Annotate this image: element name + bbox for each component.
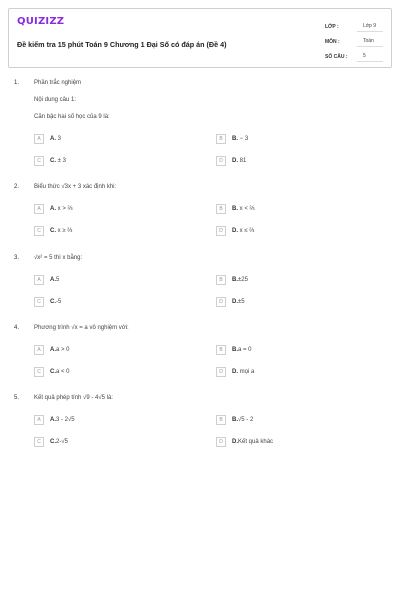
option-text: x ≥ ⅔ xyxy=(56,228,73,234)
question-number: 5. xyxy=(14,395,20,401)
quizizz-logo: QUIZIZZ xyxy=(17,16,65,27)
option-text: x > ⅔ xyxy=(56,206,73,212)
option-b[interactable] xyxy=(216,275,248,285)
option-letter-box: A xyxy=(34,204,44,214)
option-key: B. xyxy=(232,206,238,212)
option-text: a > 0 xyxy=(56,347,70,353)
option-letter-box: D xyxy=(216,367,226,377)
question-text: Kết quả phép tính √9 - 4√5 là: xyxy=(34,395,113,401)
option-letter-box: C xyxy=(34,297,44,307)
option-c[interactable] xyxy=(34,226,72,236)
option-key: A. xyxy=(50,347,56,353)
option-b[interactable] xyxy=(216,134,248,144)
option-a[interactable] xyxy=(34,345,70,355)
option-text: a = 0 xyxy=(238,347,252,353)
option-d[interactable] xyxy=(216,226,254,236)
option-key: D. xyxy=(232,158,238,164)
option-letter-box: C xyxy=(34,367,44,377)
option-text: 2-√5 xyxy=(56,439,68,445)
option-key: C. xyxy=(50,228,56,234)
option-key: A. xyxy=(50,136,56,142)
option-key: B. xyxy=(232,277,238,283)
option-letter-box: C xyxy=(34,226,44,236)
option-c[interactable] xyxy=(34,367,70,377)
option-key: B. xyxy=(232,417,238,423)
option-c[interactable] xyxy=(34,437,68,447)
question-text: √x² = 5 thì x bằng: xyxy=(34,255,83,261)
question-subheading: Nội dung câu 1: xyxy=(34,97,77,103)
option-letter-box: D xyxy=(216,297,226,307)
option-text: Kết quả khác xyxy=(238,439,274,445)
option-key: A. xyxy=(50,206,56,212)
worksheet-title: Đề kiểm tra 15 phút Toán 9 Chương 1 Đại Số có đáp án (Đề 4) xyxy=(17,40,227,49)
option-b[interactable] xyxy=(216,415,253,425)
option-c[interactable] xyxy=(34,156,66,166)
option-text: ±5 xyxy=(238,299,245,305)
option-text: √5 - 2 xyxy=(238,417,254,423)
meta-row-count xyxy=(325,47,383,62)
question-number: 3. xyxy=(14,255,20,261)
option-text: 3 - 2√5 xyxy=(56,417,75,423)
option-text: -5 xyxy=(56,299,62,305)
option-letter-box: B xyxy=(216,415,226,425)
option-letter-box: A xyxy=(34,134,44,144)
option-d[interactable] xyxy=(216,367,254,377)
option-text: 3 xyxy=(56,136,62,142)
meta-label: MÔN : xyxy=(325,39,340,45)
question-number: 4. xyxy=(14,325,20,331)
option-a[interactable] xyxy=(34,415,75,425)
option-letter-box: C xyxy=(34,156,44,166)
option-letter-box: D xyxy=(216,226,226,236)
question-number: 1. xyxy=(14,80,20,86)
option-text: 5 xyxy=(56,277,60,283)
option-letter-box: A xyxy=(34,275,44,285)
option-letter-box: B xyxy=(216,345,226,355)
meta-value: 5 xyxy=(357,51,383,62)
option-text: ± 3 xyxy=(56,158,66,164)
option-key: D. xyxy=(232,439,238,445)
question-text: Biểu thức √3x + 3 xác định khi: xyxy=(34,184,117,190)
meta-row-subject xyxy=(325,32,383,47)
option-key: A. xyxy=(50,417,56,423)
option-letter-box: A xyxy=(34,345,44,355)
option-key: C. xyxy=(50,299,56,305)
option-key: B. xyxy=(232,136,238,142)
option-a[interactable] xyxy=(34,275,59,285)
option-d[interactable] xyxy=(216,297,245,307)
question-number: 2. xyxy=(14,184,20,190)
option-letter-box: B xyxy=(216,134,226,144)
option-key: B. xyxy=(232,347,238,353)
option-letter-box: D xyxy=(216,156,226,166)
meta-label: SỐ CÂU : xyxy=(325,54,348,60)
option-text: − 3 xyxy=(238,136,249,142)
option-a[interactable] xyxy=(34,134,61,144)
worksheet-header xyxy=(8,8,392,68)
option-letter-box: D xyxy=(216,437,226,447)
option-text: mọi a xyxy=(238,369,255,375)
question-text: Phương trình √x = a vô nghiệm với: xyxy=(34,325,129,331)
option-d[interactable] xyxy=(216,156,246,166)
option-text: x < ⅔ xyxy=(238,206,255,212)
option-letter-box: B xyxy=(216,275,226,285)
option-letter-box: B xyxy=(216,204,226,214)
option-key: D. xyxy=(232,369,238,375)
worksheet-meta xyxy=(325,17,383,62)
option-text: ±25 xyxy=(238,277,248,283)
option-c[interactable] xyxy=(34,297,61,307)
option-key: C. xyxy=(50,158,56,164)
question-text: Căn bậc hai số học của 9 là: xyxy=(34,114,110,120)
option-text: x ≤ ⅔ xyxy=(238,228,255,234)
meta-value: Toán xyxy=(357,36,383,47)
meta-label: LỚP : xyxy=(325,24,339,30)
option-text: a < 0 xyxy=(56,369,70,375)
question-section: Phần trắc nghiệm xyxy=(34,80,82,86)
option-key: C. xyxy=(50,439,56,445)
option-a[interactable] xyxy=(34,204,73,214)
option-text: 81 xyxy=(238,158,247,164)
option-key: A. xyxy=(50,277,56,283)
option-key: D. xyxy=(232,299,238,305)
option-b[interactable] xyxy=(216,345,252,355)
meta-value: Lớp 9 xyxy=(357,21,383,32)
meta-row-class xyxy=(325,17,383,32)
option-d[interactable] xyxy=(216,437,273,447)
option-letter-box: C xyxy=(34,437,44,447)
option-key: D. xyxy=(232,228,238,234)
option-letter-box: A xyxy=(34,415,44,425)
option-b[interactable] xyxy=(216,204,255,214)
option-key: C. xyxy=(50,369,56,375)
